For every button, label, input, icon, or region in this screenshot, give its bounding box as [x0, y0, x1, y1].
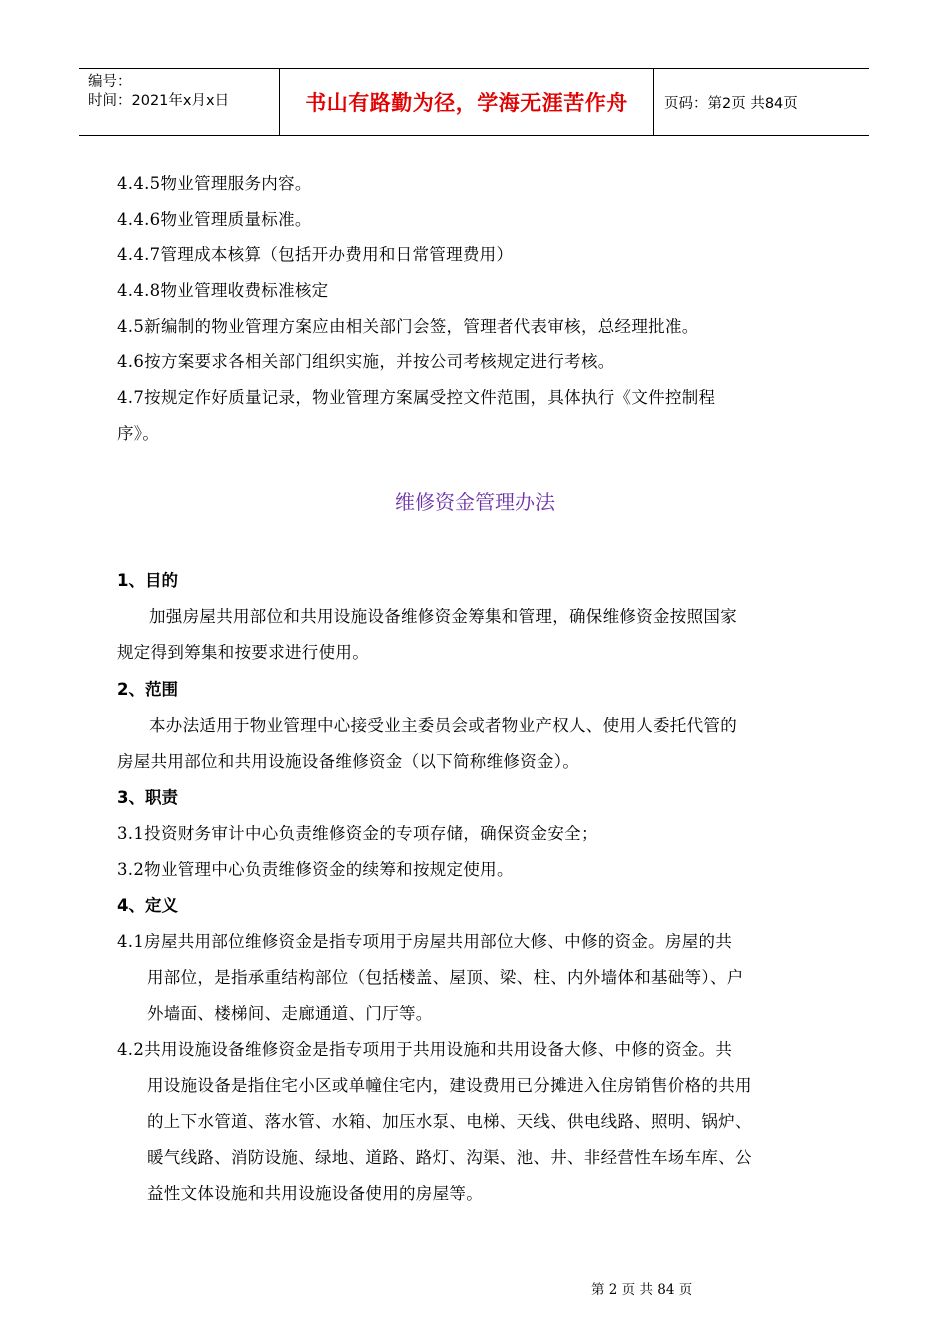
purpose-paragraph-line1: 加强房屋共用部位和共用设施设备维修资金筹集和管理，确保维修资金按照国家 — [149, 607, 737, 626]
clause-4-7: 4.7按规定作好质量记录，物业管理方案属受控文件范围，具体执行《文件控制程 — [117, 388, 716, 407]
clause-4-4-5: 4.4.5物业管理服务内容。 — [117, 174, 312, 193]
document-header — [79, 68, 869, 136]
heading-definition: 4、定义 — [117, 896, 178, 915]
header-page-label: 页码：第2页 共84页 — [664, 95, 798, 112]
number-label: 编号： — [88, 74, 132, 90]
definition-4-2-line1: 4.2共用设施设备维修资金是指专项用于共用设施和共用设备大修、中修的资金。共 — [117, 1040, 733, 1059]
definition-4-2-line4: 暖气线路、消防设施、绿地、道路、路灯、沟渠、池、井、非经营性车场车库、公 — [147, 1148, 752, 1167]
page-footer: 第 2 页 共 84 页 — [591, 1282, 693, 1298]
clause-4-4-8: 4.4.8物业管理收费标准核定 — [117, 281, 329, 300]
clause-4-4-6: 4.4.6物业管理质量标准。 — [117, 210, 312, 229]
definition-4-2-line3: 的上下水管道、落水管、水箱、加压水泵、电梯、天线、供电线路、照明、锅炉、 — [147, 1112, 752, 1131]
clause-4-5: 4.5新编制的物业管理方案应由相关部门会签，管理者代表审核，总经理批准。 — [117, 317, 699, 336]
clause-4-6: 4.6按方案要求各相关部门组织实施，并按公司考核规定进行考核。 — [117, 352, 615, 371]
time-label: 时间：2021年x月x日 — [88, 93, 230, 109]
definition-4-2-line2: 用设施设备是指住宅小区或单幢住宅内，建设费用已分摊进入住房销售价格的共用 — [147, 1076, 752, 1095]
scope-paragraph-line2: 房屋共用部位和共用设施设备维修资金（以下简称维修资金）。 — [117, 752, 580, 771]
definition-4-1-line2: 用部位，是指承重结构部位（包括楼盖、屋顶、梁、柱、内外墙体和基础等）、户 — [147, 968, 744, 987]
heading-scope: 2、范围 — [117, 680, 178, 699]
responsibility-3-2: 3.2物业管理中心负责维修资金的续筹和按规定使用。 — [117, 860, 514, 879]
header-motto: 书山有路勤为径，学海无涯苦作舟 — [280, 69, 654, 135]
responsibility-3-1: 3.1投资财务审计中心负责维修资金的专项存储，确保资金安全； — [117, 824, 598, 843]
header-meta — [79, 69, 280, 135]
section-title: 维修资金管理办法 — [395, 490, 555, 514]
definition-4-1-line1: 4.1房屋共用部位维修资金是指专项用于房屋共用部位大修、中修的资金。房屋的共 — [117, 932, 733, 951]
scope-paragraph-line1: 本办法适用于物业管理中心接受业主委员会或者物业产权人、使用人委托代管的 — [149, 716, 737, 735]
definition-4-2-line5: 益性文体设施和共用设施设备使用的房屋等。 — [147, 1184, 483, 1203]
purpose-paragraph-line2: 规定得到筹集和按要求进行使用。 — [117, 643, 369, 662]
heading-purpose: 1、目的 — [117, 571, 178, 590]
definition-4-1-line3: 外墙面、楼梯间、走廊通道、门厅等。 — [147, 1004, 433, 1023]
clause-4-7-cont: 序》。 — [117, 424, 160, 443]
heading-responsibility: 3、职责 — [117, 788, 178, 807]
clause-4-4-7: 4.4.7管理成本核算（包括开办费用和日常管理费用） — [117, 245, 514, 264]
